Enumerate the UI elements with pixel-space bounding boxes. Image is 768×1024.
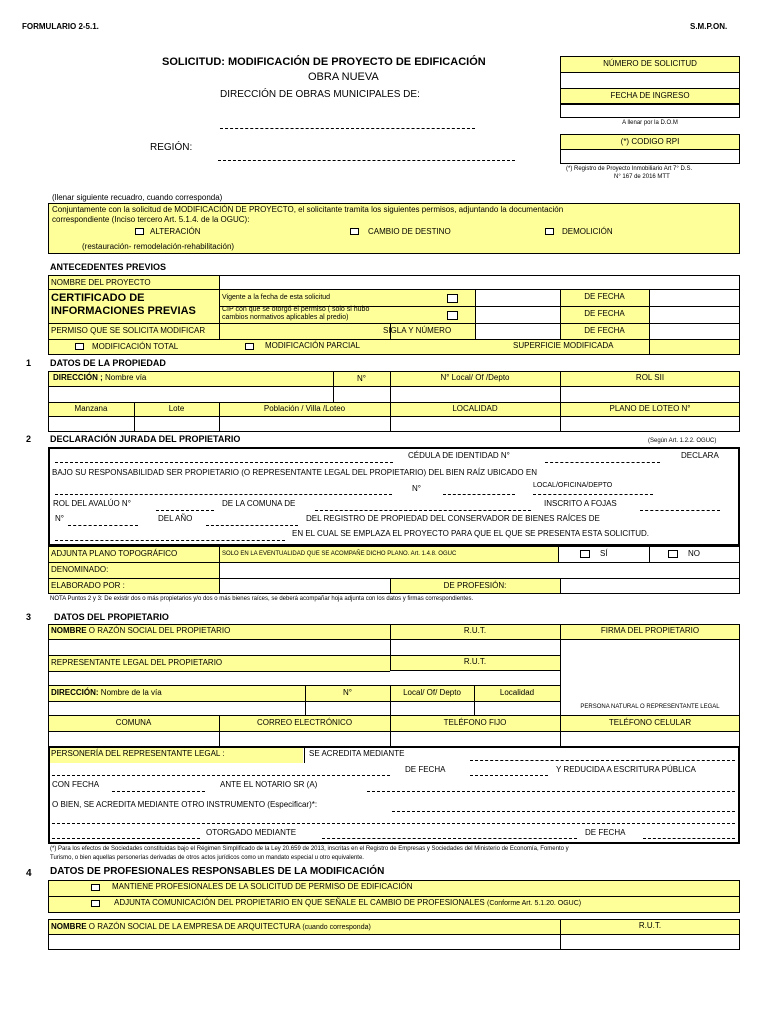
plano-no-label: NO [688, 549, 700, 558]
correo-label: CORREO ELECTRÓNICO [256, 718, 353, 727]
cedula-label: CÉDULA DE IDENTIDAD N° [408, 451, 510, 460]
lote-label: Lote [168, 404, 185, 413]
representante-label: REPRESENTANTE LEGAL DEL PROPIETARIO [51, 658, 223, 667]
notario-label: ANTE EL NOTARIO SR (A) [220, 780, 318, 789]
de-fecha-label-2: DE FECHA [584, 309, 625, 318]
profesion-label: DE PROFESIÓN: [443, 581, 507, 590]
nombre-proyecto-label: NOMBRE DEL PROYECTO [51, 278, 151, 287]
mantiene-label: MANTIENE PROFESIONALES DE LA SOLICITUD DE PERMISO DE EDIFICACIÓN [112, 882, 413, 891]
nombre-label-bold: NOMBRE [51, 626, 87, 635]
empresa-nombre-bold: NOMBRE [51, 922, 87, 931]
rut-label-2: R.U.T. [463, 657, 487, 666]
form-subtitle: OBRA NUEVA [308, 71, 379, 83]
numero-line[interactable] [443, 494, 515, 495]
elaborado-label: ELABORADO POR : [51, 581, 125, 590]
footnote-2: Turismo, o bien aquellas personerías derivadas de otros actos jurídicos como un mandato especial u otro equivalente. [50, 855, 364, 861]
con-fecha-label: CON FECHA [52, 780, 100, 789]
plano-si-checkbox[interactable] [580, 550, 590, 558]
firma-label: FIRMA DEL PROPIETARIO [600, 626, 700, 635]
alteracion-label: ALTERACIÓN [150, 227, 201, 236]
section-2-heading: DECLARACIÓN JURADA DEL PROPIETARIO [50, 434, 241, 444]
numero-solicitud-label: NÚMERO DE SOLICITUD [603, 59, 697, 68]
form-title: SOLICITUD: MODIFICACIÓN DE PROYECTO DE EDIFICACIÓN [162, 56, 486, 68]
fecha-ingreso-label: FECHA DE INGRESO [610, 91, 690, 100]
numero-label-3: N° [55, 514, 64, 523]
modificacion-parcial-checkbox[interactable] [245, 343, 254, 350]
demolicion-label: DEMOLICIÓN [562, 227, 613, 236]
declarante-name-line[interactable] [55, 462, 393, 463]
certificado-label-2: INFORMACIONES PREVIAS [51, 305, 196, 317]
codigo-rpi-label: (*) CODIGO RPI [620, 137, 680, 146]
localidad-label: LOCALIDAD [452, 404, 498, 413]
bajo-responsabilidad-text: BAJO SU RESPONSABILIDAD SER PROPIETARIO (O REPRESENTANTE LEGAL DEL PROPIETARIO) DEL BIEN RAÍZ UBICADO EN [52, 468, 537, 477]
adjunta-plano-label: ADJUNTA PLANO TOPOGRÁFICO [51, 549, 178, 558]
section-3-number: 3 [26, 612, 32, 622]
plano-loteo-label: PLANO DE LOTEO N° [609, 404, 691, 413]
mantiene-checkbox[interactable] [91, 884, 100, 891]
region-line[interactable] [218, 160, 515, 161]
otorgado-line[interactable] [322, 838, 577, 839]
personeria-label: PERSONERÍA DEL REPRESENTANTE LEGAL : [51, 749, 225, 758]
adjunta-comunicacion-checkbox[interactable] [91, 900, 100, 907]
rol-avaluo-line[interactable] [156, 510, 214, 511]
otro-instrumento-label: O BIEN, SE ACREDITA MEDIANTE OTRO INSTRUMENTO (Especificar)*: [52, 800, 318, 809]
local-label: N° Local/ Of /Depto [440, 373, 510, 382]
permits-line-2: correspondiente (Inciso tercero Art. 5.1.4. de la OGUC): [52, 215, 250, 224]
emplaza-text: EN EL CUAL SE EMPLAZA EL PROYECTO PARA QUE EL QUE SE PRESENTA ESTA SOLICITUD. [292, 529, 649, 538]
cip-label-1: CIP con que se otorgó el permiso ( solo si hubo [222, 306, 370, 313]
plano-si-label: SÍ [600, 549, 608, 558]
section-2-number: 2 [26, 434, 32, 444]
persona-natural-label: PERSONA NATURAL O REPRESENTANTE LEGAL [580, 704, 720, 710]
de-fecha-label-1: DE FECHA [584, 292, 625, 301]
instrumento-line[interactable] [52, 775, 390, 776]
de-fecha-label-4: DE FECHA [405, 765, 446, 774]
solo-eventualidad-label: SOLO EN LA EVENTUALIDAD QUE SE ACOMPAÑE DICHO PLANO. Art. 1.4.8. OGUC [222, 551, 457, 557]
empresa-nombre-rest: O RAZÓN SOCIAL DE LA EMPRESA DE ARQUITECTURA [86, 922, 301, 931]
section-4-number: 4 [26, 868, 32, 879]
con-fecha-line[interactable] [112, 791, 205, 792]
registro-text: DEL REGISTRO DE PROPIEDAD DEL CONSERVADOR DE BIENES RAÍCES DE [306, 514, 600, 523]
footnote-1: (*) Para los efectos de Sociedades constituidas bajo el Régimen Simplificado de la Ley 20.659 de 2013, inscritas en el Registro de Empresas y Sociedades del Ministerio de Economía, Fomento y [50, 846, 569, 852]
manzana-label: Manzana [74, 404, 108, 413]
vigente-label: Vigente a la fecha de esta solicitud [222, 294, 331, 301]
numero-label-4: N° [343, 688, 352, 697]
dom-label: DIRECCIÓN DE OBRAS MUNICIPALES DE: [220, 89, 420, 100]
rut-label: R.U.T. [463, 626, 487, 635]
otro-instrumento-line-2[interactable] [52, 823, 735, 824]
demolicion-checkbox[interactable] [545, 228, 554, 235]
alteracion-checkbox[interactable] [135, 228, 144, 235]
numero-label-2: N° [412, 484, 421, 493]
dom-name-line[interactable] [220, 128, 475, 129]
del-ano-label: DEL AÑO [158, 514, 193, 523]
nombre-label-rest: O RAZÓN SOCIAL DEL PROPIETARIO [86, 626, 231, 635]
direccion-label-bold: DIRECCIÓN: [51, 688, 99, 697]
local-oficina-line[interactable] [533, 494, 653, 495]
permits-note: (llenar siguiente recuadro, cuando corresponda) [52, 193, 223, 202]
modificacion-total-label: MODIFICACIÓN TOTAL [92, 342, 179, 351]
cambio-destino-label: CAMBIO DE DESTINO [368, 227, 451, 236]
conservador-line[interactable] [55, 540, 285, 541]
telefono-fijo-label: TELÉFONO FIJO [443, 718, 507, 727]
direccion-label: DIRECCIÓN ; [53, 373, 103, 382]
agency-code: S.M.P.ON. [690, 22, 728, 31]
section-1-heading: DATOS DE LA PROPIEDAD [50, 358, 166, 368]
comuna-label-2: COMUNA [115, 718, 152, 727]
otorgado-pre-line[interactable] [52, 838, 200, 839]
restauracion-label: (restauración- remodelación-rehabilitación) [82, 242, 235, 251]
acredita-label: SE ACREDITA MEDIANTE [309, 749, 405, 758]
antecedentes-heading: ANTECEDENTES PREVIOS [50, 262, 167, 272]
modificacion-parcial-label: MODIFICACIÓN PARCIAL [265, 341, 360, 350]
numero-label: N° [357, 374, 366, 383]
vigente-checkbox[interactable] [447, 294, 458, 303]
otorgado-label: OTORGADO MEDIANTE [206, 828, 297, 837]
rol-sii-label: ROL SII [635, 373, 665, 382]
section-2-ref: (Según Art. 1.2.2. OGUC) [648, 438, 717, 444]
localidad-label-2: Localidad [499, 688, 535, 697]
de-fecha-label-5: DE FECHA [585, 828, 626, 837]
otro-instrumento-line[interactable] [392, 811, 735, 812]
de-fecha-line[interactable] [470, 775, 548, 776]
certificado-label-1: CERTIFICADO DE [51, 292, 145, 304]
superficie-modificada-label: SUPERFICIE MODIFICADA [513, 341, 614, 350]
ubicacion-line[interactable] [55, 494, 392, 495]
section-3-heading: DATOS DEL PROPIETARIO [54, 612, 169, 622]
section-1-number: 1 [26, 358, 32, 368]
adjunta-comunicacion-label: ADJUNTA COMUNICACIÓN DEL PROPIETARIO EN QUE SEÑALE EL CAMBIO DE PROFESIONALES [114, 898, 485, 907]
comuna-line[interactable] [315, 510, 531, 511]
de-fecha-label-3: DE FECHA [584, 326, 625, 335]
cedula-line[interactable] [545, 462, 660, 463]
fill-note: A llenar por la D.O.M [622, 120, 678, 126]
direccion-label-rest: Nombre de la vía [98, 688, 162, 697]
notario-line[interactable] [367, 791, 735, 792]
rol-avaluo-label: ROL DEL AVALÚO N° [53, 499, 131, 508]
sigla-numero-label: SIGLA Y NÚMERO [383, 326, 452, 335]
empresa-rut-label: R.U.T. [638, 921, 662, 930]
numero-inscripcion-line[interactable] [68, 525, 138, 526]
nota-text: NOTA Puntos 2 y 3: De existir dos o más propietarios y/o dos o más bienes raíces, se deberá acompañar hoja adjunta con los datos y firmas correspondientes. [50, 596, 474, 602]
permiso-modificar-label: PERMISO QUE SE SOLICITA MODIFICAR [51, 326, 206, 335]
local-label-2: Local/ Of/ Depto [403, 688, 461, 697]
plano-no-checkbox[interactable] [668, 550, 678, 558]
cip-checkbox[interactable] [447, 311, 458, 320]
empresa-cuando: (cuando corresponda) [302, 924, 371, 931]
inscrito-label: INSCRITO A FOJAS [544, 499, 617, 508]
denominado-label: DENOMINADO: [51, 565, 109, 574]
poblacion-label: Población / Villa /Loteo [263, 404, 346, 413]
modificacion-total-checkbox[interactable] [75, 343, 84, 350]
cip-label-2: cambios normativos aplicables al predio) [222, 314, 349, 321]
reducida-label: Y REDUCIDA A ESCRITURA PÚBLICA [556, 765, 696, 774]
adjunta-comunicacion-ref: (Conforme Art. 5.1.20. OGUC) [486, 900, 582, 907]
local-oficina-label: LOCAL/OFICINA/DEPTO [533, 482, 613, 489]
acredita-line[interactable] [470, 760, 735, 761]
fojas-line[interactable] [640, 510, 720, 511]
nombre-via-label: Nombre vía [105, 373, 147, 382]
form-code: FORMULARIO 2-5.1. [22, 22, 99, 31]
otorgado-fecha-line[interactable] [643, 838, 735, 839]
rpi-note-1: (*) Registro de Proyecto Inmobiliario Art 7° D.S. [566, 166, 693, 172]
declara-label: DECLARA [681, 451, 719, 460]
permits-line-1: Conjuntamente con la solicitud de MODIFICACIÓN DE PROYECTO, el solicitante tramita los siguientes permisos, adjuntando la documentación [52, 205, 564, 214]
ano-line[interactable] [206, 525, 298, 526]
rpi-note-2: N° 167 de 2016 MTT [614, 174, 670, 180]
cambio-destino-checkbox[interactable] [350, 228, 359, 235]
region-label: REGIÓN: [150, 142, 193, 153]
section-4-heading: DATOS DE PROFESIONALES RESPONSABLES DE LA MODIFICACIÓN [50, 866, 385, 877]
fecha-ingreso-field[interactable] [560, 104, 740, 118]
comuna-label: DE LA COMUNA DE [222, 499, 296, 508]
telefono-celular-label: TELÉFONO CELULAR [608, 718, 692, 727]
